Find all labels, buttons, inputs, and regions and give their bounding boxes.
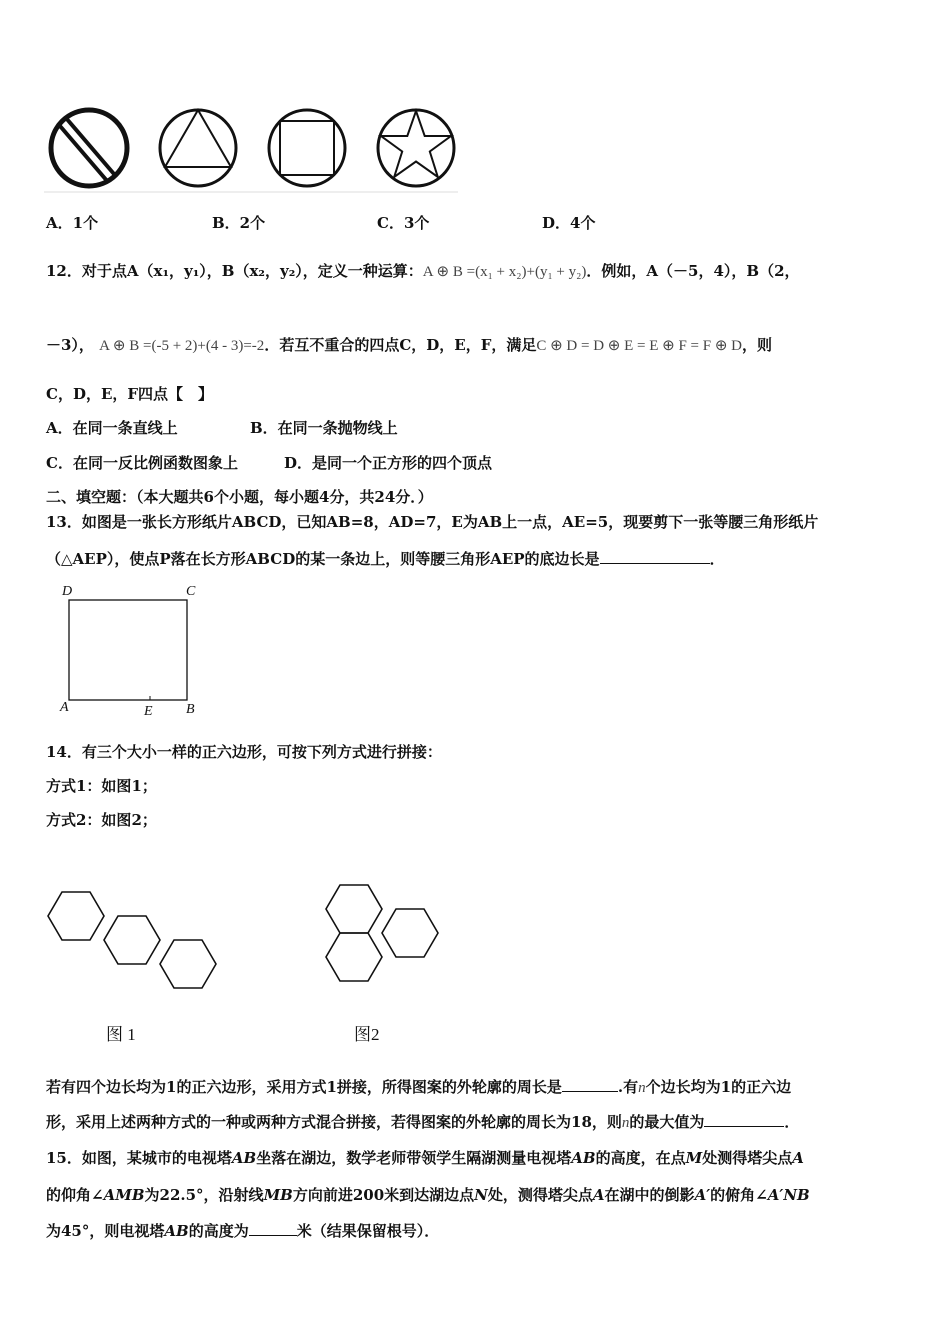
fig1-hexagons [48, 892, 216, 988]
circle-with-square-shape [269, 110, 345, 186]
q15-m: M [685, 1149, 703, 1167]
q12-option-a: A．在同一条直线上 [46, 419, 178, 437]
q12-line1-text: 12．对于点A（x₁，y₁），B（x₂，y₂），定义一种运算： [46, 262, 423, 280]
q12-formula-def: A ⊕ B =(x₁ + x₂)+(y₁ + y₂) [422, 264, 587, 280]
q14-para1-b: .有 [617, 1078, 639, 1096]
q15-a-prime: A′ [694, 1186, 711, 1204]
circle-with-band-shape [51, 110, 127, 186]
q14-fig1-caption: 图 1 [106, 1025, 136, 1044]
q15-l1-a: 15．如图，某城市的电视塔 [46, 1149, 232, 1167]
q12-formula-example: A ⊕ B =(-5 + 2)+(4 - 3)=-2 [99, 338, 265, 354]
q12-option-b: B．在同一条抛物线上 [250, 419, 398, 437]
q13-label-a: A [60, 700, 69, 715]
fig2-hexagon-3 [382, 909, 438, 957]
q15-l2-d: 处，测得塔尖点 [487, 1186, 593, 1204]
q15-l2-f: 的俯角 [710, 1186, 756, 1204]
fig1-hexagon-3 [160, 940, 216, 988]
q15-n: N [474, 1186, 488, 1204]
q15-angle-anb: ∠A′NB [755, 1186, 810, 1204]
q15-mb: MB [263, 1186, 293, 1204]
q15-angle-amb: ∠AMB [91, 1186, 145, 1204]
q12-option-c: C．在同一反比例函数图象上 [46, 454, 238, 472]
q15-l2-b: 为22.5°，沿射线 [144, 1186, 264, 1204]
q11-figures [44, 104, 460, 194]
q15-ab-3: AB [164, 1222, 189, 1240]
q11-option-d: D．4个 [542, 214, 596, 232]
q15-l2-e: 在湖中的倒影 [604, 1186, 695, 1204]
q12-line2-post: ，则 [742, 336, 773, 354]
q11-option-c: C．3个 [377, 214, 430, 232]
q14-para-line2 [46, 1111, 799, 1132]
fig2-hexagon-1 [326, 885, 382, 933]
q14-para2-b: 的最大值为 [629, 1113, 705, 1131]
q15-line1 [46, 1147, 804, 1168]
q15-a-1: A [792, 1149, 804, 1167]
q15-l1-d: 处测得塔尖点 [702, 1149, 793, 1167]
q14-para2-a: 形，采用上述两种方式的一种或两种方式混合拼接，若得图案的外轮廓的周长为18，则 [46, 1113, 622, 1131]
q15-l1-b: 坐落在湖边，数学老师带领学生隔湖测量电视塔 [256, 1149, 572, 1167]
fig2-hexagon-2 [326, 933, 382, 981]
fig1-hexagon-1 [48, 892, 104, 940]
q13-rectangle-figure [56, 582, 206, 722]
q11-option-a: A．1个 [46, 214, 99, 232]
q15-l3-c: 米（结果保留根号）． [296, 1222, 440, 1240]
circle-with-star-shape [378, 110, 454, 186]
q13-answer-blank[interactable] [600, 549, 710, 564]
q15-l3-a: 为45°，则电视塔 [46, 1222, 165, 1240]
fig1-hexagon-2 [104, 916, 160, 964]
q14-para1-a: 若有四个边长均为1的正六边形，采用方式1拼接，所得图案的外轮廓的周长是 [46, 1078, 562, 1096]
q14-hexagon-figures [44, 880, 444, 1050]
q14-para1-c: 个边长均为1的正六边 [645, 1078, 792, 1096]
q12-line1 [46, 260, 800, 281]
q15-l2-a: 的仰角 [46, 1186, 92, 1204]
q13-line2-text: （△AEP），使点P落在长方形ABCD的某一条边上，则等腰三角形AEP的底边长是 [46, 550, 600, 568]
q15-ab-1: AB [231, 1149, 257, 1167]
q15-l3-b: 的高度为 [188, 1222, 249, 1240]
q12-line2 [46, 334, 772, 355]
q14-method1: 方式1：如图1； [46, 777, 157, 795]
q11-option-b: B．2个 [212, 214, 266, 232]
q13-line1: 13．如图是一张长方形纸片ABCD，已知AB=8，AD=7，E为AB上一点，AE=5，现要剪下一张等腰三角形纸片 [46, 513, 819, 531]
q14-method2: 方式2：如图2； [46, 811, 157, 829]
q14-hexagons-svg [44, 880, 444, 1050]
q15-ab-2: AB [571, 1149, 596, 1167]
q13-label-c: C [186, 584, 196, 599]
q14-var-n-2: n [621, 1115, 630, 1131]
q13-line2-end: ． [709, 550, 725, 568]
q15-answer-blank[interactable] [249, 1221, 297, 1236]
q15-l1-c: 的高度，在点 [595, 1149, 686, 1167]
section-2-heading: 二、填空题：（本大题共6个小题，每小题4分，共24分．） [46, 488, 433, 506]
q15-line3 [46, 1220, 439, 1241]
q12-line2-text: －3）， [46, 336, 94, 354]
q12-line1-post: ．例如，A（－5，4），B（2， [586, 262, 800, 280]
q13-rectangle-svg [56, 582, 206, 722]
q14-var-n: n [638, 1080, 646, 1096]
q12-option-d: D．是同一个正方形的四个顶点 [284, 454, 493, 472]
q15-a-2: A [592, 1186, 605, 1204]
q14-para2-end: ． [784, 1113, 800, 1131]
q14-para-line1 [46, 1076, 791, 1097]
q12-line3: C，D，E，F四点【 】 [46, 385, 214, 403]
q14-fig2-caption: 图2 [354, 1025, 380, 1044]
q11-shapes-svg [44, 104, 460, 194]
fig2-hexagons [326, 885, 438, 981]
circle-with-triangle-shape [160, 110, 236, 186]
q13-label-e: E [144, 704, 153, 719]
q12-formula-condition: C ⊕ D = D ⊕ E = E ⊕ F = F ⊕ D [536, 338, 743, 354]
q15-line2 [46, 1184, 810, 1205]
q13-label-b: B [186, 702, 195, 717]
q15-l2-c: 方向前进200米到达湖边点 [292, 1186, 475, 1204]
q13-label-d: D [62, 584, 73, 599]
q13-line2 [46, 548, 725, 569]
q14-answer-blank-2[interactable] [704, 1112, 784, 1127]
q14-answer-blank-1[interactable] [562, 1077, 618, 1092]
q12-line2-mid: ．若互不重合的四点C，D，E，F，满足 [264, 336, 537, 354]
q14-line1: 14．有三个大小一样的正六边形，可按下列方式进行拼接： [46, 743, 442, 761]
